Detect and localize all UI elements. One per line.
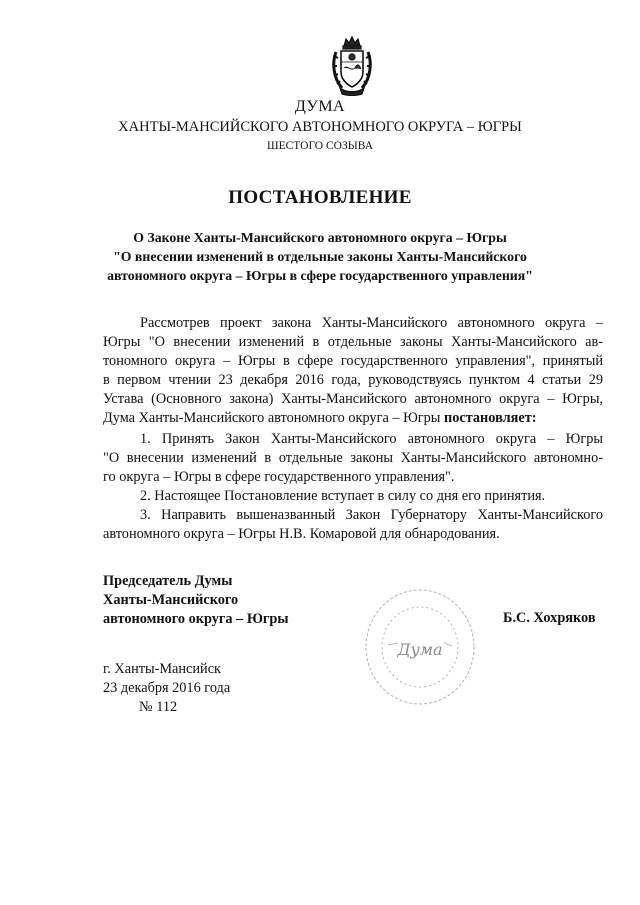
subject-line: автономного округа – Югры в сфере государственного управления" bbox=[107, 268, 533, 283]
clause-2 bbox=[103, 487, 603, 506]
position-line: автономного округа – Югры bbox=[103, 611, 289, 627]
clause-3 bbox=[103, 506, 603, 544]
paragraph-line: го округа – Югры в сфере государственного управления". bbox=[103, 469, 455, 485]
preamble-final-text: Дума Ханты-Мансийского автономного округа – Югры bbox=[103, 410, 444, 426]
paragraph-line: тономного округа – Югры в сфере государственного управления", принятый bbox=[103, 353, 603, 369]
official-stamp bbox=[360, 585, 480, 710]
date: 23 декабря 2016 года bbox=[103, 680, 231, 696]
place: г. Ханты-Мансийск bbox=[103, 661, 221, 677]
preamble-paragraph bbox=[103, 314, 603, 428]
paragraph-line: Устава (Основного закона) Ханты-Мансийского автономного округа – Югры, bbox=[103, 391, 603, 407]
paragraph-line: 2. Настоящее Постановление вступает в силу со дня его принятия. bbox=[140, 488, 546, 504]
paragraph-line: Рассмотрев проект закона Ханты-Мансийского автономного округа – bbox=[140, 315, 603, 331]
paragraph-line: в первом чтении 23 декабря 2016 года, руководствуясь пунктом 4 статьи 29 bbox=[103, 372, 603, 388]
position-line: Председатель Думы bbox=[103, 573, 233, 589]
resolves-keyword: постановляет: bbox=[443, 410, 537, 426]
position-line: Ханты-Мансийского bbox=[103, 592, 239, 608]
organization-region: ХАНТЫ-МАНСИЙСКОГО АВТОНОМНОГО ОКРУГА – ЮГРЫ bbox=[118, 119, 522, 135]
stamp-text: Дума bbox=[397, 640, 443, 659]
paragraph-line: Югры "О внесении изменений в отдельные законы Ханты-Мансийского ав- bbox=[103, 334, 603, 350]
organization-convocation: ШЕСТОГО СОЗЫВА bbox=[266, 140, 374, 152]
signatory-name: Б.С. Хохряков bbox=[503, 610, 596, 626]
coat-of-arms-icon bbox=[330, 36, 374, 96]
document-subject bbox=[0, 228, 640, 285]
paragraph-line: автономного округа – Югры Н.В. Комаровой для обнародования. bbox=[103, 526, 500, 542]
document-title: ПОСТАНОВЛЕНИЕ bbox=[228, 187, 412, 208]
place-and-date bbox=[103, 660, 230, 717]
paragraph-line bbox=[103, 409, 603, 428]
paragraph-line: 3. Направить вышеназванный Закон Губернатору Ханты-Мансийского bbox=[140, 507, 603, 523]
subject-line: "О внесении изменений в отдельные законы Ханты-Мансийского bbox=[113, 249, 527, 264]
paragraph-line: "О внесении изменений в отдельные законы Ханты-Мансийского автономно- bbox=[103, 450, 603, 466]
document-number: № 112 bbox=[139, 699, 178, 715]
paragraph-line: 1. Принять Закон Ханты-Мансийского автономного округа – Югры bbox=[140, 431, 603, 447]
organization-name: ДУМА bbox=[294, 98, 346, 115]
clause-1 bbox=[103, 430, 603, 487]
subject-line: О Законе Ханты-Мансийского автономного округа – Югры bbox=[133, 230, 507, 245]
signatory-position bbox=[103, 572, 289, 629]
